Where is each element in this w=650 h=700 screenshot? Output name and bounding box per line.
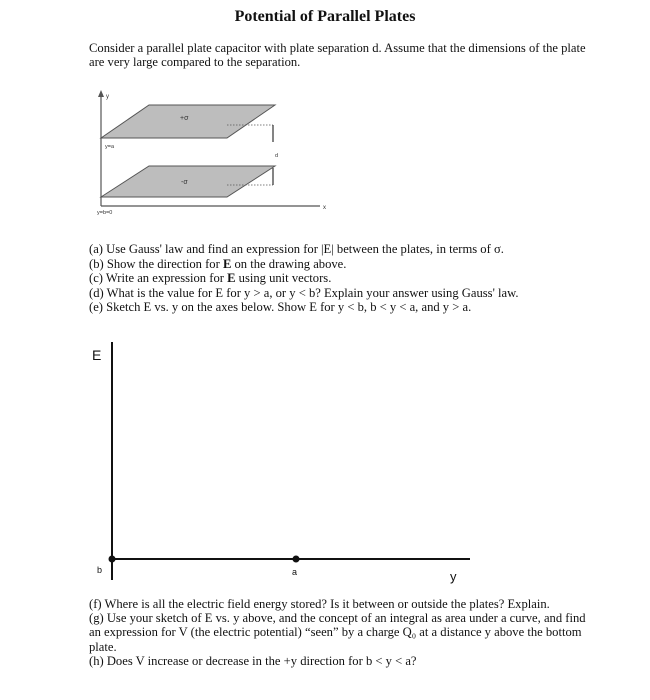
question-g: (g) Use your sketch of E vs. y above, and the concept of an integral as area under a curve, and find an expression for V (the electric potential) “seen” by a charge Q₀ at a distance y above the bottom plate.: [89, 611, 586, 654]
question-h: (h) Does V increase or decrease in the +y direction for b < y < a?: [89, 653, 417, 668]
diagram-x-label: x: [323, 205, 326, 211]
top-plate-label: +σ: [180, 115, 189, 122]
question-a: (a) Use Gauss' law and find an expression for |E| between the plates, in terms of σ.: [89, 242, 504, 256]
question-c: (c) Write an expression for E using unit vectors.: [89, 271, 332, 286]
y-a-label: y=a: [105, 144, 115, 150]
y-b-label: y=b=0: [97, 210, 113, 216]
question-d: (d) What is the value for E for y > a, or y < b? Explain your answer using Gauss' law.: [89, 285, 519, 300]
diagram-y-label: y: [106, 94, 109, 100]
graph-b-label: b: [97, 565, 103, 575]
graph-a-label: a: [292, 567, 298, 577]
intro-paragraph: Consider a parallel plate capacitor with plate separation d. Assume that the dimensions of the plate are very large compared to the separation.: [89, 41, 586, 69]
separation-label: d: [275, 153, 279, 159]
question-list-1: [89, 242, 609, 315]
e-vs-y-axes: [80, 330, 480, 592]
page-title: Potential of Parallel Plates: [234, 8, 416, 25]
graph-x-axis-label: y: [450, 569, 457, 584]
plate-diagram: [85, 88, 345, 228]
graph-y-axis-label: E: [92, 347, 102, 363]
question-e: (e) Sketch E vs. y on the axes below. Show E for y < b, b < y < a, and y > a.: [89, 300, 472, 315]
question-list-2: [89, 597, 599, 668]
point-a: [293, 556, 300, 563]
question-b: (b) Show the direction for E on the drawing above.: [89, 256, 347, 271]
diagram-y-arrowhead: [98, 90, 104, 97]
bottom-plate: [101, 166, 275, 197]
question-f: (f) Where is all the electric field energy stored? Is it between or outside the plates? Explain.: [89, 597, 550, 611]
bottom-plate-label: -σ: [181, 179, 188, 186]
point-b: [109, 556, 116, 563]
